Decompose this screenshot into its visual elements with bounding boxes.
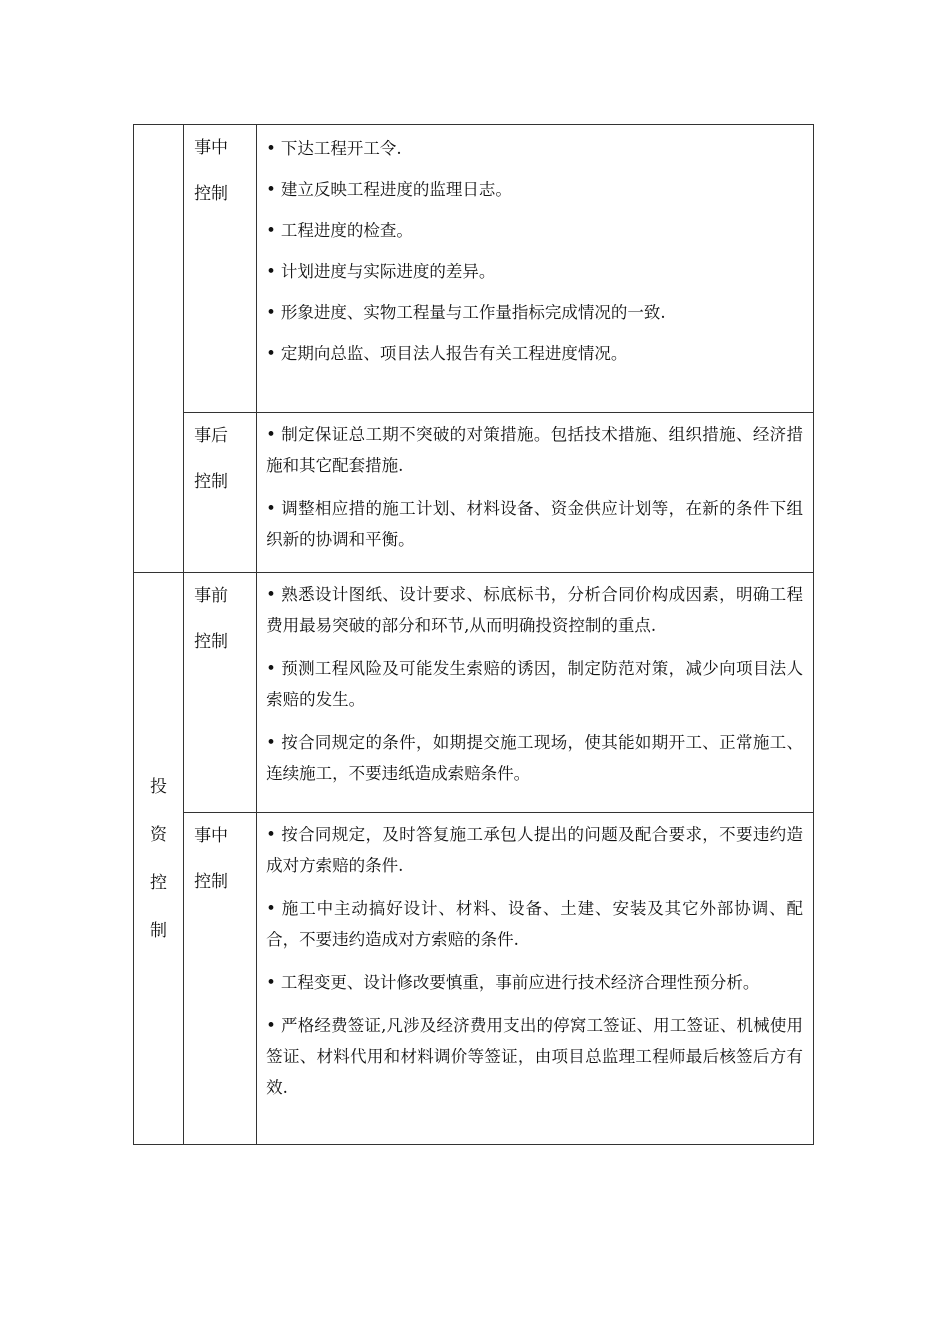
section-label-investment-control	[134, 573, 184, 1145]
sub-label-cell	[184, 125, 257, 413]
list-item: • 按合同规定，及时答复施工承包人提出的问题及配合要求，不要违约造成对方索赔的条件.	[266, 819, 803, 881]
section-label-cell	[134, 125, 184, 573]
list-item: • 工程进度的检查。	[266, 216, 803, 246]
sub-label-line: 控制	[194, 872, 229, 892]
list-item: • 制定保证总工期不突破的对策措施。包括技术措施、组织措施、经济措施和其它配套措施.	[266, 419, 803, 481]
list-item: • 建立反映工程进度的监理日志。	[266, 175, 803, 205]
table-row	[134, 573, 814, 813]
sub-label-cell	[184, 573, 257, 813]
table-row	[134, 813, 814, 1145]
list-item: • 预测工程风险及可能发生索赔的诱因，制定防范对策，减少向项目法人索赔的发生。	[266, 653, 803, 715]
sub-label-line: 控制	[194, 632, 229, 652]
section-label-char: 控	[150, 872, 168, 893]
sub-label-line: 事后	[194, 426, 229, 446]
control-measures-table	[133, 124, 814, 1145]
list-item: • 熟悉设计图纸、设计要求、标底标书，分析合同价构成因素，明确工程费用最易突破的部分和环节,从而明确投资控制的重点.	[266, 579, 803, 641]
items-cell	[257, 125, 814, 413]
section-label-char: 制	[150, 920, 168, 941]
sub-label-line: 控制	[194, 472, 229, 492]
sub-label-line: 控制	[194, 184, 229, 204]
sub-label-cell	[184, 813, 257, 1145]
items-cell	[257, 813, 814, 1145]
sub-label-line: 事前	[194, 586, 229, 606]
items-cell	[257, 573, 814, 813]
list-item: • 调整相应措的施工计划、材料设备、资金供应计划等，在新的条件下组织新的协调和平衡。	[266, 493, 803, 555]
list-item: • 定期向总监、项目法人报告有关工程进度情况。	[266, 339, 803, 369]
sub-label-line: 事中	[194, 138, 229, 158]
list-item: • 严格经费签证,凡涉及经济费用支出的停窝工签证、用工签证、机械使用签证、材料代用和材料调价等签证，由项目总监理工程师最后核签后方有效.	[266, 1010, 803, 1103]
section-label-char: 投	[150, 776, 168, 797]
sub-label-cell	[184, 413, 257, 573]
list-item: • 工程变更、设计修改要慎重，事前应进行技术经济合理性预分析。	[266, 967, 803, 998]
items-cell	[257, 413, 814, 573]
list-item: • 按合同规定的条件，如期提交施工现场，使其能如期开工、正常施工、连续施工，不要违纸造成索赔条件。	[266, 727, 803, 789]
list-item: • 形象进度、实物工程量与工作量指标完成情况的一致.	[266, 298, 803, 328]
list-item: • 施工中主动搞好设计、材料、设备、土建、安装及其它外部协调、配合，不要违约造成对方索赔的条件.	[266, 893, 803, 955]
section-label-char: 资	[150, 824, 168, 845]
list-item: • 下达工程开工令.	[266, 134, 803, 164]
table-row	[134, 125, 814, 413]
list-item: • 计划进度与实际进度的差异。	[266, 257, 803, 287]
table-row	[134, 413, 814, 573]
sub-label-line: 事中	[194, 826, 229, 846]
